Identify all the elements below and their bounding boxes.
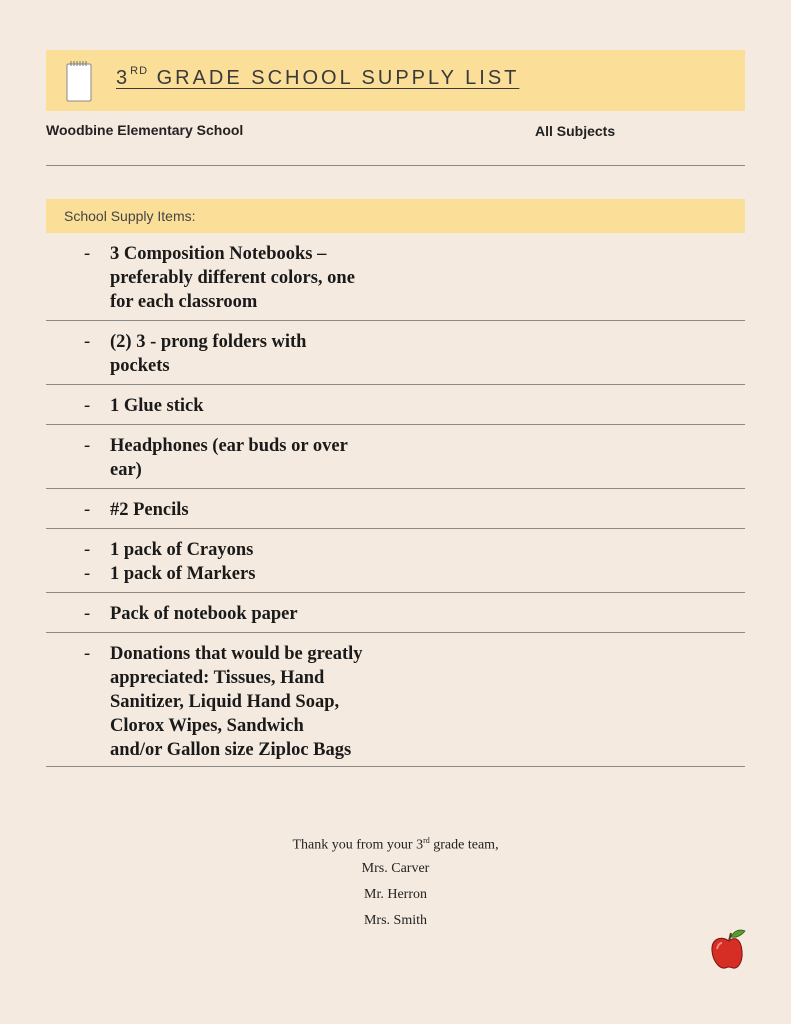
bullet-dash: - xyxy=(84,644,91,664)
supply-item-text: Donations that would be greatly xyxy=(110,644,363,664)
supply-item xyxy=(84,602,298,626)
supply-item xyxy=(84,642,363,762)
item-divider xyxy=(46,592,745,593)
supply-item-line xyxy=(84,602,298,626)
supply-item-line xyxy=(84,242,355,266)
supply-item-line xyxy=(84,538,255,562)
supply-item-text: 1 pack of Markers xyxy=(110,564,256,584)
bullet-dash: - xyxy=(84,396,91,416)
header-divider xyxy=(46,165,745,166)
supply-item-line xyxy=(84,354,306,378)
footer-name: Mr. Herron xyxy=(364,887,427,902)
supply-item-text: Sanitizer, Liquid Hand Soap, xyxy=(110,692,340,712)
item-divider xyxy=(46,320,745,321)
supply-item-line xyxy=(84,394,204,418)
supply-item xyxy=(84,538,255,586)
bullet-dash: - xyxy=(84,564,91,584)
supply-item-line xyxy=(84,330,306,354)
item-divider xyxy=(46,766,745,767)
supply-item xyxy=(84,498,189,522)
supply-item-line xyxy=(84,714,363,738)
supply-item-line xyxy=(84,642,363,666)
subjects-label: All Subjects xyxy=(535,123,616,139)
bullet-dash: - xyxy=(84,540,91,560)
supply-item-text: 1 pack of Crayons xyxy=(110,540,254,560)
bullet-dash: - xyxy=(84,436,91,456)
supply-item-text: ear) xyxy=(110,460,142,480)
supply-item xyxy=(84,242,355,314)
supply-item-line xyxy=(84,738,363,762)
page-title: 3RD GRADE SCHOOL SUPPLY LIST xyxy=(116,65,520,89)
supply-item xyxy=(84,330,306,378)
title-band xyxy=(46,50,745,111)
item-divider xyxy=(46,384,745,385)
bullet-dash: - xyxy=(84,604,91,624)
footer-name: Mrs. Smith xyxy=(363,913,427,928)
supply-item-text: 1 Glue stick xyxy=(110,396,204,416)
supply-item-line xyxy=(84,690,363,714)
items-heading-band xyxy=(46,199,745,233)
items-heading: School Supply Items: xyxy=(64,208,196,224)
bullet-dash: - xyxy=(84,244,91,264)
supply-item-text: #2 Pencils xyxy=(110,500,189,520)
supply-item-text: Clorox Wipes, Sandwich xyxy=(110,716,304,736)
supply-item-text: (2) 3 - prong folders with xyxy=(110,332,307,352)
bullet-dash: - xyxy=(84,332,91,352)
item-divider xyxy=(46,632,745,633)
supply-item-line xyxy=(84,562,255,586)
item-divider xyxy=(46,488,745,489)
supply-item-text: 3 Composition Notebooks – xyxy=(110,244,327,264)
supply-item-line xyxy=(84,290,355,314)
item-divider xyxy=(46,424,745,425)
supply-item-text: Headphones (ear buds or over xyxy=(110,436,348,456)
footer-name: Mrs. Carver xyxy=(361,861,430,876)
supply-item-text: appreciated: Tissues, Hand xyxy=(110,668,325,688)
notepad-icon xyxy=(65,59,93,103)
supply-item-text: for each classroom xyxy=(110,292,258,312)
supply-item-line xyxy=(84,458,348,482)
bullet-dash: - xyxy=(84,500,91,520)
supply-item-line xyxy=(84,266,355,290)
supply-item xyxy=(84,394,204,418)
footer-thanks: Thank you from your 3rd grade team, xyxy=(292,836,499,853)
supply-item-line xyxy=(84,498,189,522)
supply-item-text: preferably different colors, one xyxy=(110,268,355,288)
school-name: Woodbine Elementary School xyxy=(46,122,244,138)
supply-item-line xyxy=(84,666,363,690)
supply-item-text: and/or Gallon size Ziploc Bags xyxy=(110,740,352,760)
supply-item xyxy=(84,434,348,482)
supply-item-line xyxy=(84,434,348,458)
apple-icon xyxy=(709,927,749,971)
supply-item-text: pockets xyxy=(110,356,170,376)
item-divider xyxy=(46,528,745,529)
supply-item-text: Pack of notebook paper xyxy=(110,604,298,624)
